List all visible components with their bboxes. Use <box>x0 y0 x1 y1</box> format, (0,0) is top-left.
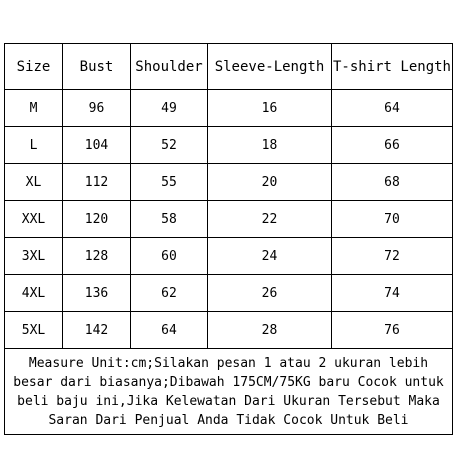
note-row <box>5 349 453 435</box>
shoulder-cell: 52 <box>131 127 208 164</box>
size-cell: 3XL <box>5 238 63 275</box>
tshirt-length-cell: 70 <box>332 201 453 238</box>
table-row <box>5 127 453 164</box>
sleeve-length-cell: 16 <box>208 90 332 127</box>
shoulder-cell: 60 <box>131 238 208 275</box>
shoulder-cell: 62 <box>131 275 208 312</box>
size-cell: L <box>5 127 63 164</box>
table-row <box>5 201 453 238</box>
header-sleeve-length: Sleeve-Length <box>208 44 332 90</box>
header-shoulder: Shoulder <box>131 44 208 90</box>
table-row <box>5 90 453 127</box>
table-row <box>5 275 453 312</box>
header-bust: Bust <box>63 44 131 90</box>
table-row <box>5 164 453 201</box>
shoulder-cell: 55 <box>131 164 208 201</box>
sleeve-length-cell: 28 <box>208 312 332 349</box>
sleeve-length-cell: 26 <box>208 275 332 312</box>
sleeve-length-cell: 24 <box>208 238 332 275</box>
sleeve-length-cell: 22 <box>208 201 332 238</box>
shoulder-cell: 64 <box>131 312 208 349</box>
size-cell: XL <box>5 164 63 201</box>
tshirt-length-cell: 74 <box>332 275 453 312</box>
size-cell: 5XL <box>5 312 63 349</box>
tshirt-length-cell: 68 <box>332 164 453 201</box>
header-tshirt-length: T-shirt Length <box>332 44 453 90</box>
table-row <box>5 238 453 275</box>
shoulder-cell: 49 <box>131 90 208 127</box>
bust-cell: 142 <box>63 312 131 349</box>
tshirt-length-cell: 76 <box>332 312 453 349</box>
tshirt-length-cell: 64 <box>332 90 453 127</box>
bust-cell: 128 <box>63 238 131 275</box>
size-chart-table <box>4 43 453 435</box>
header-size: Size <box>5 44 63 90</box>
bust-cell: 136 <box>63 275 131 312</box>
bust-cell: 112 <box>63 164 131 201</box>
size-cell: 4XL <box>5 275 63 312</box>
sleeve-length-cell: 18 <box>208 127 332 164</box>
measurement-note: Measure Unit:cm;Silakan pesan 1 atau 2 ukuran lebih besar dari biasanya;Dibawah 175CM/75KG baru Cocok untuk beli baju ini,Jika Kelewatan Dari Ukuran Tersebut Maka Saran Dari Penjual Anda Tidak Cocok Untuk Beli <box>5 349 453 435</box>
bust-cell: 120 <box>63 201 131 238</box>
shoulder-cell: 58 <box>131 201 208 238</box>
tshirt-length-cell: 66 <box>332 127 453 164</box>
bust-cell: 96 <box>63 90 131 127</box>
tshirt-length-cell: 72 <box>332 238 453 275</box>
size-cell: XXL <box>5 201 63 238</box>
sleeve-length-cell: 20 <box>208 164 332 201</box>
size-cell: M <box>5 90 63 127</box>
bust-cell: 104 <box>63 127 131 164</box>
table-header-row <box>5 44 453 90</box>
table-row <box>5 312 453 349</box>
